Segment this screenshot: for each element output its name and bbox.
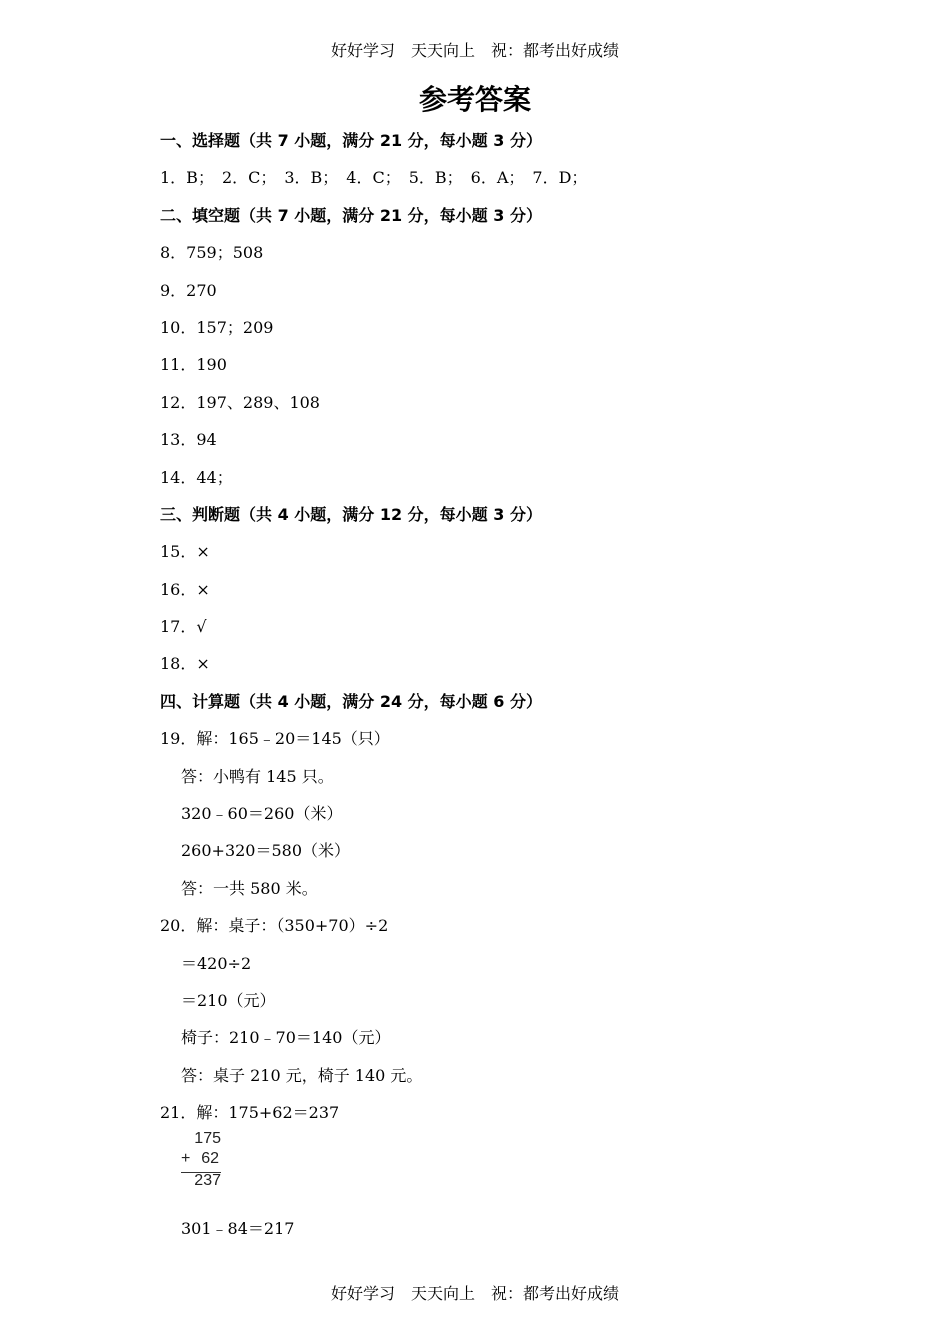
vertical-addition — [181, 1130, 241, 1196]
answer-item: 8．759；508 — [160, 243, 264, 263]
page-title: 参考答案 — [418, 83, 531, 116]
q21-line: 21．解：175+62＝237 — [160, 1103, 340, 1123]
answer-item: 14．44； — [160, 467, 233, 487]
q20-line: ＝210（元） — [181, 990, 276, 1010]
q19-line: 260+320＝580（米） — [181, 841, 351, 861]
choice-answers: 1．B； 2．C； 3．B； 4．C； 5．B； 6．A； 7．D； — [160, 168, 588, 188]
q21-line: 301﹣84＝217 — [181, 1219, 295, 1239]
q19-line: 320﹣60＝260（米） — [181, 804, 343, 824]
section-heading-judge: 三、判断题（共 4 小题，满分 12 分，每小题 3 分） — [160, 504, 542, 524]
q19-line: 答：小鸭有 145 只。 — [181, 766, 334, 786]
answer-item: 10．157；209 — [160, 317, 274, 337]
answer-item: 11．190 — [160, 355, 227, 375]
q20-line: 椅子：210﹣70＝140（元） — [181, 1028, 391, 1048]
section-heading-choice: 一、选择题（共 7 小题，满分 21 分，每小题 3 分） — [160, 131, 542, 150]
page-footer: 好好学习 天天向上 祝：都考出好成绩 — [330, 1284, 619, 1303]
answer-item: 9．270 — [160, 280, 217, 300]
section-heading-calc: 四、计算题（共 4 小题，满分 24 分，每小题 6 分） — [160, 691, 542, 711]
answer-item: 16．× — [160, 579, 210, 599]
q20-line: 答：桌子 210 元，椅子 140 元。 — [181, 1065, 423, 1085]
plus-sign: + — [181, 1150, 191, 1168]
answer-content — [160, 128, 860, 1254]
q20-line: ＝420÷2 — [181, 953, 252, 973]
answer-item: 15．× — [160, 542, 210, 562]
vertical-result: 237 — [194, 1172, 221, 1190]
answer-item: 13．94 — [160, 430, 217, 450]
q19-line: 答：一共 580 米。 — [181, 878, 318, 898]
vertical-top-number: 175 — [194, 1130, 221, 1148]
vertical-second-row — [181, 1150, 221, 1168]
section-heading-fill: 二、填空题（共 7 小题，满分 21 分，每小题 3 分） — [160, 205, 542, 225]
q19-line: 19．解：165﹣20＝145（只） — [160, 729, 390, 749]
page-header: 好好学习 天天向上 祝：都考出好成绩 — [330, 41, 619, 60]
answer-item: 12．197、289、108 — [160, 392, 320, 412]
q20-line: 20．解：桌子：（350+70）÷2 — [160, 916, 389, 936]
answer-item: 18．× — [160, 654, 210, 674]
answer-item: 17．√ — [160, 617, 207, 637]
vertical-bottom-number: 62 — [201, 1150, 219, 1168]
